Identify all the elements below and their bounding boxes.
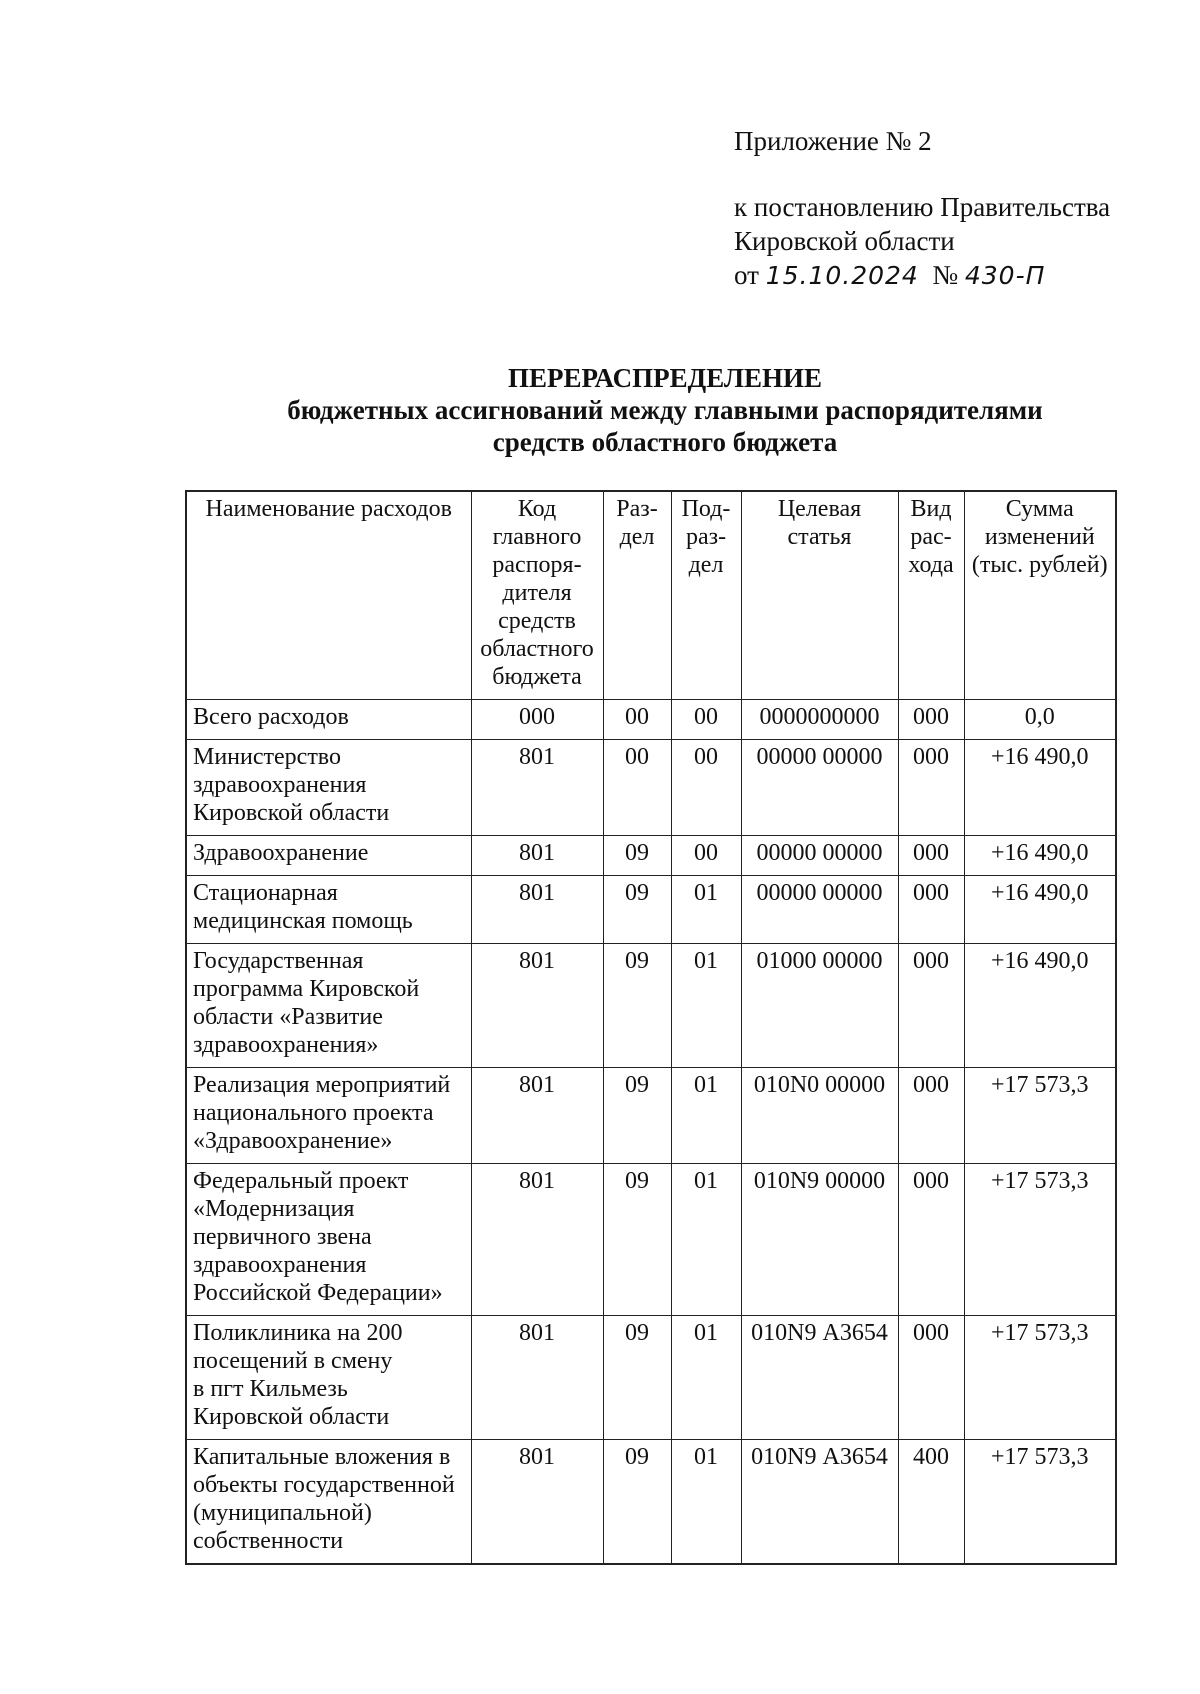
header-amount: Сумма изменений (тыс. рублей) xyxy=(964,491,1116,700)
row-code: 801 xyxy=(471,836,603,876)
header-subsection: Под- раз- дел xyxy=(671,491,741,700)
row-type: 000 xyxy=(898,876,964,944)
handwritten-number: 430-П xyxy=(964,261,1046,290)
row-subsection: 01 xyxy=(671,1316,741,1440)
row-target: 010N0 00000 xyxy=(741,1068,898,1164)
decree-date-line xyxy=(734,258,1110,293)
row-amount: +16 490,0 xyxy=(964,836,1116,876)
row-section: 09 xyxy=(603,836,671,876)
handwritten-date: 15.10.2024 xyxy=(765,261,919,290)
row-name: Министерство здравоохранения Кировской области xyxy=(186,740,471,836)
row-code: 801 xyxy=(471,740,603,836)
row-name: Реализация мероприятий национального проекта «Здравоохранение» xyxy=(186,1068,471,1164)
row-target: 01000 00000 xyxy=(741,944,898,1068)
row-section: 09 xyxy=(603,1068,671,1164)
table-row xyxy=(186,1316,1116,1440)
row-name: Здравоохранение xyxy=(186,836,471,876)
table-row xyxy=(186,1164,1116,1316)
date-prefix: от xyxy=(734,260,759,290)
table-row xyxy=(186,740,1116,836)
row-target: 0000000000 xyxy=(741,700,898,740)
row-section: 09 xyxy=(603,1164,671,1316)
row-type: 000 xyxy=(898,740,964,836)
row-code: 801 xyxy=(471,1068,603,1164)
header-code: Код главного распоря- дителя средств областного бюджета xyxy=(471,491,603,700)
redistribution-table xyxy=(185,490,1117,1565)
row-code: 801 xyxy=(471,1440,603,1565)
header-type: Вид рас- хода xyxy=(898,491,964,700)
title-line-2: бюджетных ассигнований между главными распорядителями xyxy=(287,395,1043,425)
row-type: 000 xyxy=(898,700,964,740)
row-type: 000 xyxy=(898,836,964,876)
row-amount: +17 573,3 xyxy=(964,1440,1116,1565)
header-target: Целевая статья xyxy=(741,491,898,700)
decree-reference-line2: Кировской области xyxy=(734,226,955,256)
row-name: Федеральный проект «Модернизация первичного звена здравоохранения Российской Федерации» xyxy=(186,1164,471,1316)
header-section: Раз- дел xyxy=(603,491,671,700)
row-name: Государственная программа Кировской области «Развитие здравоохранения» xyxy=(186,944,471,1068)
row-type: 400 xyxy=(898,1440,964,1565)
row-type: 000 xyxy=(898,1164,964,1316)
row-name: Поликлиника на 200 посещений в смену в пгт Кильмезь Кировской области xyxy=(186,1316,471,1440)
table-row xyxy=(186,700,1116,740)
row-amount: +16 490,0 xyxy=(964,740,1116,836)
table-row xyxy=(186,944,1116,1068)
document-title xyxy=(0,362,1200,458)
row-amount: +16 490,0 xyxy=(964,876,1116,944)
row-amount: +16 490,0 xyxy=(964,944,1116,1068)
row-subsection: 01 xyxy=(671,1068,741,1164)
row-subsection: 01 xyxy=(671,876,741,944)
row-section: 09 xyxy=(603,944,671,1068)
row-amount: +17 573,3 xyxy=(964,1164,1116,1316)
row-code: 000 xyxy=(471,700,603,740)
row-target: 00000 00000 xyxy=(741,876,898,944)
title-line-3: средств областного бюджета xyxy=(492,427,838,457)
number-prefix: № xyxy=(932,260,959,290)
row-subsection: 00 xyxy=(671,740,741,836)
row-code: 801 xyxy=(471,876,603,944)
row-code: 801 xyxy=(471,1164,603,1316)
header-name: Наименование расходов xyxy=(186,491,471,700)
row-amount: +17 573,3 xyxy=(964,1316,1116,1440)
row-section: 09 xyxy=(603,1316,671,1440)
table-row xyxy=(186,1068,1116,1164)
title-line-1: ПЕРЕРАСПРЕДЕЛЕНИЕ xyxy=(507,363,823,393)
row-subsection: 01 xyxy=(671,944,741,1068)
decree-reference-line1: к постановлению Правительства xyxy=(734,192,1111,222)
row-type: 000 xyxy=(898,1316,964,1440)
row-target: 00000 00000 xyxy=(741,836,898,876)
row-type: 000 xyxy=(898,1068,964,1164)
row-target: 00000 00000 xyxy=(741,740,898,836)
row-subsection: 01 xyxy=(671,1164,741,1316)
row-code: 801 xyxy=(471,1316,603,1440)
row-amount: 0,0 xyxy=(964,700,1116,740)
row-type: 000 xyxy=(898,944,964,1068)
row-target: 010N9 А3654 xyxy=(741,1316,898,1440)
row-subsection: 00 xyxy=(671,700,741,740)
row-subsection: 01 xyxy=(671,1440,741,1565)
table-row xyxy=(186,876,1116,944)
row-section: 09 xyxy=(603,876,671,944)
row-amount: +17 573,3 xyxy=(964,1068,1116,1164)
row-name: Всего расходов xyxy=(186,700,471,740)
row-subsection: 00 xyxy=(671,836,741,876)
row-section: 00 xyxy=(603,700,671,740)
row-section: 09 xyxy=(603,1440,671,1565)
row-section: 00 xyxy=(603,740,671,836)
appendix-number: Приложение № 2 xyxy=(734,126,932,156)
row-target: 010N9 А3654 xyxy=(741,1440,898,1565)
table-header-row xyxy=(186,491,1116,700)
row-name: Стационарная медицинская помощь xyxy=(186,876,471,944)
row-code: 801 xyxy=(471,944,603,1068)
table-row xyxy=(186,836,1116,876)
table-row xyxy=(186,1440,1116,1565)
appendix-block xyxy=(734,124,1110,293)
row-target: 010N9 00000 xyxy=(741,1164,898,1316)
row-name: Капитальные вложения в объекты государственной (муниципальной) собственности xyxy=(186,1440,471,1565)
